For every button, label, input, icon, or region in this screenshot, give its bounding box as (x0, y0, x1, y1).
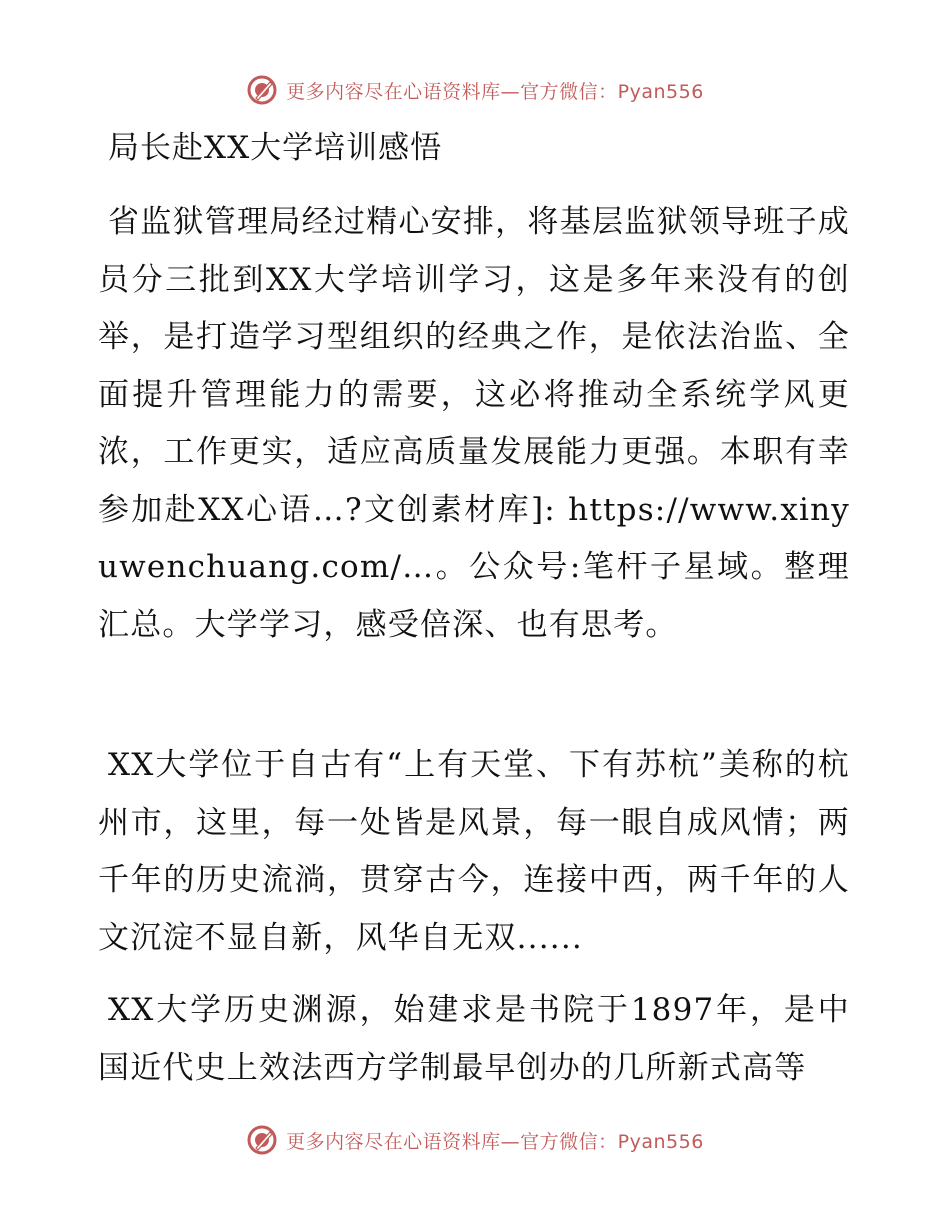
quill-seal-icon (246, 1124, 278, 1156)
header-watermark-banner (0, 70, 950, 110)
paragraph-intro: 省监狱管理局经过精心安排，将基层监狱领导班子成员分三批到XX大学培训学习，这是多年来没有的创举，是打造学习型组织的经典之作，是依法治监、全面提升管理能力的需要，这必将推动全系统学风更浓，工作更实，适应高质量发展能力更强。本职有幸参加赴XX心语…?文创素材库]: https://www.xinyuwenchuang.com/…。公众号:笔杆子星域。整理汇总。大学学习，感受倍深、也有思考。 (98, 204, 850, 643)
paragraph-history: XX大学历史渊源，始建求是书院于1897年，是中国近代史上效法西方学制最早创办的几所新式高等 (98, 992, 850, 1086)
quill-seal-icon (246, 74, 278, 106)
footer-watermark-text: 更多内容尽在心语资料库—官方微信：Pyan556 (286, 1130, 704, 1153)
document-title: 局长赴XX大学培训感悟 (108, 130, 443, 166)
paragraph-location: XX大学位于自古有“上有天堂、下有苏杭”美称的杭州市，这里，每一处皆是风景，每一眼自成风情；两千年的历史流淌，贯穿古今，连接中西，两千年的人文沉淀不显自新，风华自无双...... (98, 747, 850, 956)
footer-watermark-banner (0, 1120, 950, 1160)
header-watermark-text: 更多内容尽在心语资料库—官方微信：Pyan556 (286, 80, 704, 103)
